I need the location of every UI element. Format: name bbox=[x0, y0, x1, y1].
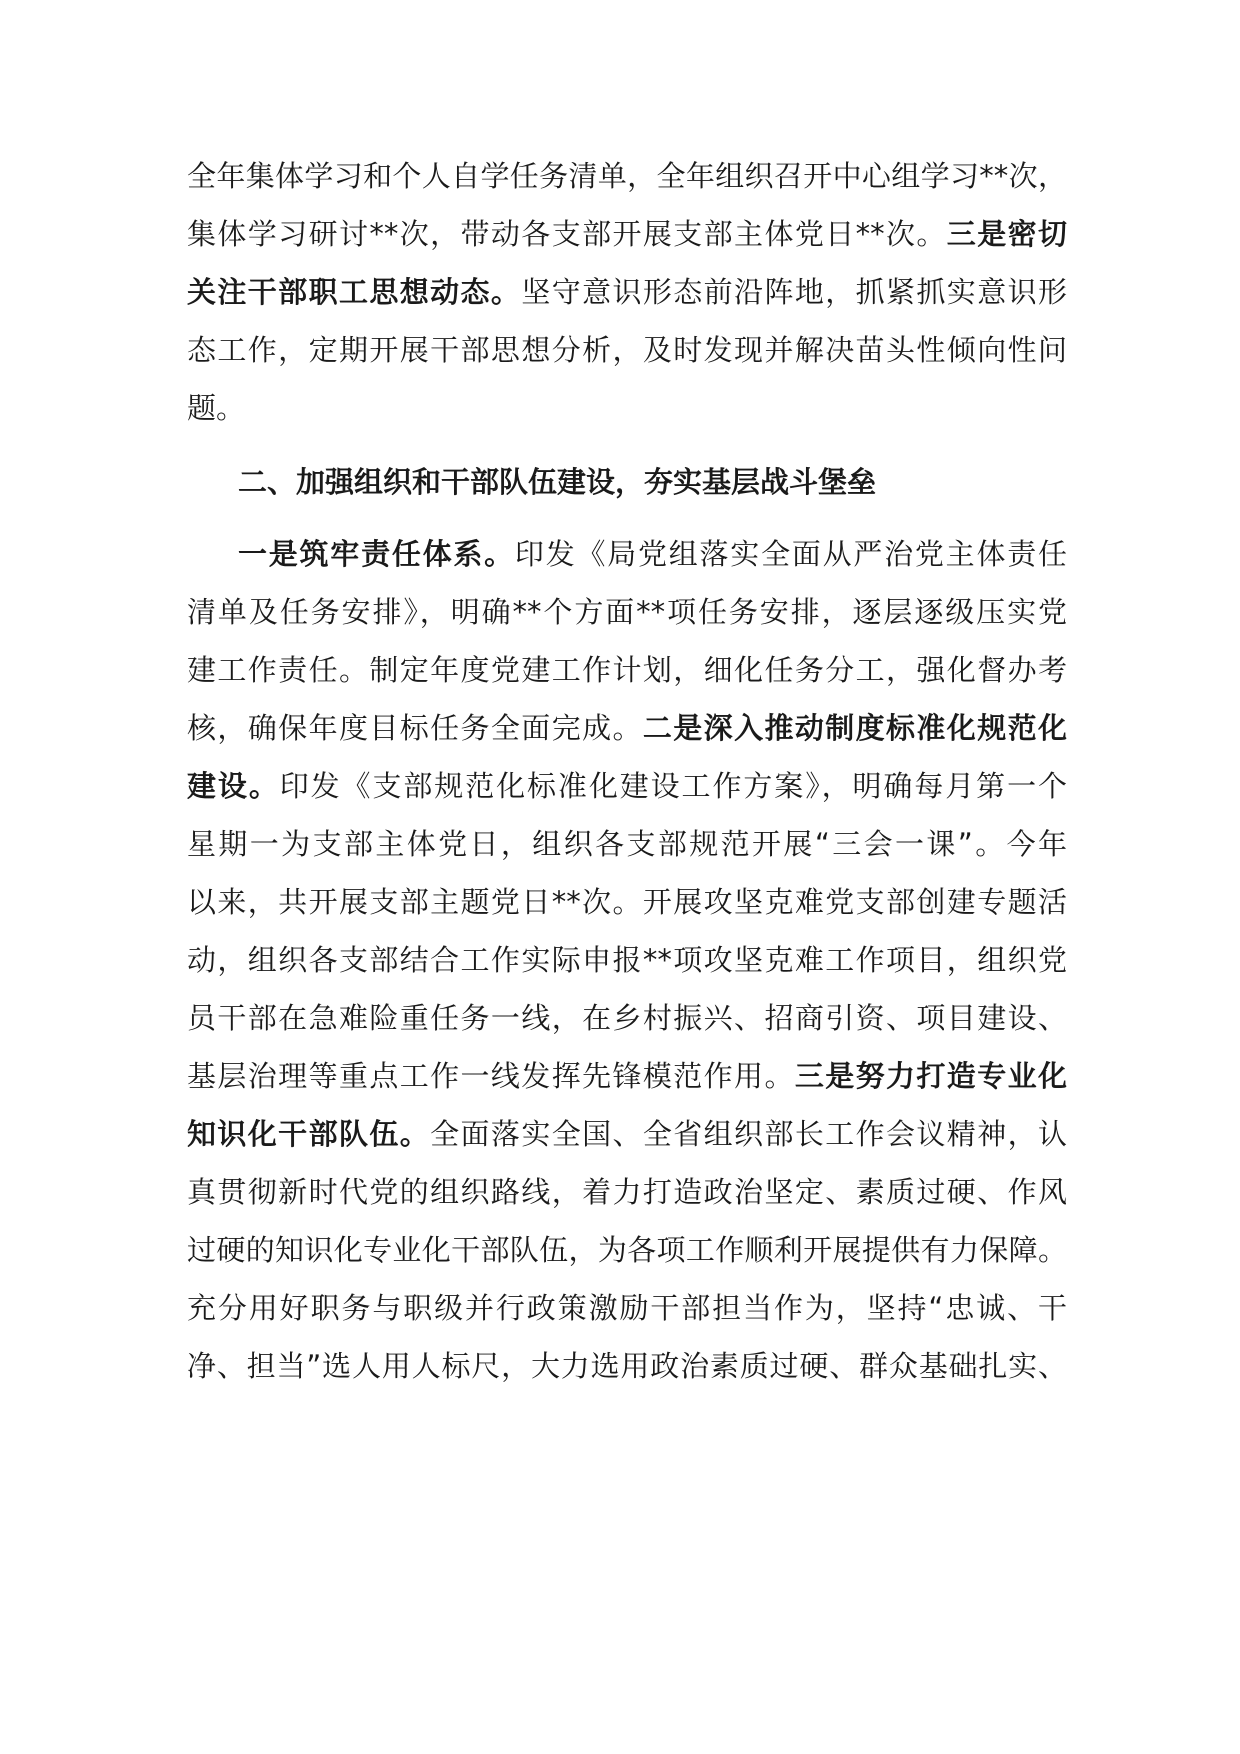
paragraph-line bbox=[187, 326, 1067, 374]
text-run: 核，确保年度目标任务全面完成。 bbox=[187, 711, 643, 745]
text-run: 集体学习研讨**次，带动各支部开展支部主体党日**次。 bbox=[187, 217, 947, 251]
paragraph-line bbox=[187, 762, 1067, 810]
paragraph-line bbox=[238, 530, 1067, 578]
text-run: 题。 bbox=[187, 391, 246, 425]
bold-text-run: 关注干部职工思想动态。 bbox=[187, 275, 522, 309]
paragraph-line bbox=[187, 1284, 1067, 1332]
section-heading: 二、加强组织和干部队伍建设，夯实基层战斗堡垒 bbox=[238, 465, 877, 499]
text-run: 全面落实全国、全省组织部长工作会议精神，认 bbox=[430, 1117, 1067, 1151]
paragraph-line bbox=[187, 878, 1067, 926]
paragraph-line bbox=[187, 384, 1067, 432]
bold-text-run: 知识化干部队伍。 bbox=[187, 1117, 431, 1151]
paragraph-line bbox=[187, 1052, 1067, 1100]
text-run: 基层治理等重点工作一线发挥先锋模范作用。 bbox=[187, 1059, 795, 1093]
paragraph-line bbox=[187, 268, 1067, 316]
paragraph-line bbox=[187, 704, 1067, 752]
text-run: 建工作责任。制定年度党建工作计划，细化任务分工，强化督办考 bbox=[187, 653, 1067, 687]
bold-text-run: 三是努力打造专业化 bbox=[794, 1059, 1067, 1093]
paragraph-line bbox=[187, 210, 1067, 258]
text-run: 星期一为支部主体党日，组织各支部规范开展“三会一课”。今年 bbox=[187, 827, 1067, 861]
paragraph-line bbox=[187, 1342, 1067, 1390]
paragraph-line bbox=[187, 588, 1067, 636]
text-run: 员干部在急难险重任务一线，在乡村振兴、招商引资、项目建设、 bbox=[187, 1001, 1067, 1035]
text-run: 态工作，定期开展干部思想分析，及时发现并解决苗头性倾向性问 bbox=[187, 333, 1067, 367]
text-run: 动，组织各支部结合工作实际申报**项攻坚克难工作项目，组织党 bbox=[187, 943, 1067, 977]
text-run: 全年集体学习和个人自学任务清单，全年组织召开中心组学习**次， bbox=[187, 159, 1067, 193]
paragraph-line bbox=[187, 936, 1067, 984]
text-run: 坚守意识形态前沿阵地，抓紧抓实意识形 bbox=[521, 275, 1067, 309]
paragraph-line bbox=[187, 152, 1067, 200]
paragraph-line bbox=[187, 820, 1067, 868]
bold-text-run: 三是密切 bbox=[946, 217, 1067, 251]
text-run: 真贯彻新时代党的组织路线，着力打造政治坚定、素质过硬、作风 bbox=[187, 1175, 1067, 1209]
text-run: 清单及任务安排》，明确**个方面**项任务安排，逐层逐级压实党 bbox=[187, 595, 1067, 629]
bold-text-run: 建设。 bbox=[187, 769, 280, 803]
paragraph-line bbox=[187, 1168, 1067, 1216]
paragraph-line bbox=[187, 646, 1067, 694]
text-run: 充分用好职务与职级并行政策激励干部担当作为，坚持“忠诚、干 bbox=[187, 1291, 1067, 1325]
text-run: 净、担当”选人用人标尺，大力选用政治素质过硬、群众基础扎实、 bbox=[187, 1349, 1067, 1383]
text-run: 印发《局党组落实全面从严治党主体责任 bbox=[514, 537, 1067, 571]
paragraph-line bbox=[187, 1226, 1067, 1274]
text-run: 以来，共开展支部主题党日**次。开展攻坚克难党支部创建专题活 bbox=[187, 885, 1067, 919]
bold-text-run: 一是筑牢责任体系。 bbox=[238, 537, 515, 571]
paragraph-line bbox=[187, 994, 1067, 1042]
text-run: 印发《支部规范化标准化建设工作方案》，明确每月第一个 bbox=[279, 769, 1067, 803]
bold-text-run: 二是深入推动制度标准化规范化 bbox=[642, 711, 1067, 745]
paragraph-line bbox=[187, 1110, 1067, 1158]
text-run: 过硬的知识化专业化干部队伍，为各项工作顺利开展提供有力保障。 bbox=[187, 1233, 1067, 1267]
